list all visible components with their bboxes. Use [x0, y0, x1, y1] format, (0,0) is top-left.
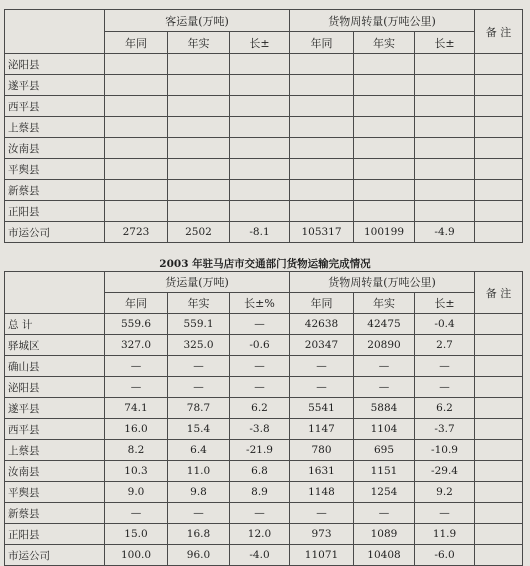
row-label: 驿城区 [5, 335, 105, 356]
table-cell [105, 138, 168, 159]
table-cell: 9.0 [105, 482, 168, 503]
table-cell [230, 159, 290, 180]
table-cell: 559.1 [168, 314, 230, 335]
table-cell [354, 117, 415, 138]
table-cell: 780 [290, 440, 354, 461]
table-row [5, 159, 523, 180]
table-cell: 1147 [290, 419, 354, 440]
remark-cell [475, 96, 523, 117]
remark-cell [475, 314, 523, 335]
table-cell [230, 201, 290, 222]
table-cell: 1148 [290, 482, 354, 503]
row-label: 新蔡县 [5, 503, 105, 524]
remark-cell [475, 419, 523, 440]
table-cell: 11.0 [168, 461, 230, 482]
table-title: 2003 年驻马店市交通部门货物运输完成情况 [159, 258, 371, 270]
table-cell: — [290, 356, 354, 377]
table-row [5, 545, 523, 566]
table-cell [290, 159, 354, 180]
table-cell: — [105, 377, 168, 398]
table-cell: 16.0 [105, 419, 168, 440]
table-cell [168, 201, 230, 222]
remark-cell [475, 54, 523, 75]
row-label: 正阳县 [5, 201, 105, 222]
corner-cell [5, 10, 105, 54]
table-body [5, 54, 523, 243]
table-cell: — [415, 503, 475, 524]
table-row [5, 440, 523, 461]
table-cell: 12.0 [230, 524, 290, 545]
table-cell: — [168, 356, 230, 377]
table-cell [230, 75, 290, 96]
table-cell: 327.0 [105, 335, 168, 356]
table-cell: 10.3 [105, 461, 168, 482]
table-row [5, 398, 523, 419]
remark-header: 备 注 [475, 272, 523, 314]
table-cell [290, 75, 354, 96]
table-cell: — [354, 503, 415, 524]
remark-cell [475, 545, 523, 566]
table-cell: 11071 [290, 545, 354, 566]
table-cell: 1151 [354, 461, 415, 482]
table-cell: — [168, 503, 230, 524]
table-cell: 9.2 [415, 482, 475, 503]
table-cell: 100199 [354, 222, 415, 243]
table-cell [105, 159, 168, 180]
table-cell [290, 117, 354, 138]
table-cell: 2723 [105, 222, 168, 243]
table-cell: 1631 [290, 461, 354, 482]
table-cell: 9.8 [168, 482, 230, 503]
remark-cell [475, 222, 523, 243]
remark-cell [475, 180, 523, 201]
table-row [5, 201, 523, 222]
table-cell: -3.8 [230, 419, 290, 440]
sub-header: 年同 [105, 32, 168, 54]
table-cell: 559.6 [105, 314, 168, 335]
table-cell: — [354, 356, 415, 377]
table-row [5, 222, 523, 243]
table-cell: 5884 [354, 398, 415, 419]
table-row [5, 314, 523, 335]
table-cell: — [415, 356, 475, 377]
sub-header: 长± [415, 293, 475, 314]
remark-cell [475, 117, 523, 138]
table-cell: -4.0 [230, 545, 290, 566]
table-cell: 20347 [290, 335, 354, 356]
row-label: 汝南县 [5, 138, 105, 159]
row-label: 汝南县 [5, 461, 105, 482]
remark-cell [475, 75, 523, 96]
table-cell: 8.2 [105, 440, 168, 461]
table-cell [415, 54, 475, 75]
remark-cell [475, 398, 523, 419]
table-cell: -8.1 [230, 222, 290, 243]
table-cell: -10.9 [415, 440, 475, 461]
table-cell: 1104 [354, 419, 415, 440]
table-cell [354, 138, 415, 159]
table-cell: -3.7 [415, 419, 475, 440]
table-cell [230, 138, 290, 159]
table-cell: 6.2 [230, 398, 290, 419]
sub-header: 年实 [168, 32, 230, 54]
table-cell: 10408 [354, 545, 415, 566]
sub-header: 年同 [290, 32, 354, 54]
table-cell [290, 96, 354, 117]
sub-header: 年同 [290, 293, 354, 314]
table-cell: — [105, 356, 168, 377]
table-cell [415, 159, 475, 180]
table-cell [105, 54, 168, 75]
table-row [5, 461, 523, 482]
table-row [5, 335, 523, 356]
corner-cell [5, 272, 105, 314]
table-row [5, 96, 523, 117]
table-cell: 74.1 [105, 398, 168, 419]
table-cell: — [168, 377, 230, 398]
row-label: 泌阳县 [5, 377, 105, 398]
table-row [5, 117, 523, 138]
row-label: 上蔡县 [5, 117, 105, 138]
table-cell: 96.0 [168, 545, 230, 566]
table-cell: 78.7 [168, 398, 230, 419]
table-row [5, 54, 523, 75]
row-label: 新蔡县 [5, 180, 105, 201]
table-cell: 1254 [354, 482, 415, 503]
sub-header: 年同 [105, 293, 168, 314]
table-cell: — [354, 377, 415, 398]
table-cell: 11.9 [415, 524, 475, 545]
table-cell: -0.6 [230, 335, 290, 356]
table-cell [415, 96, 475, 117]
table-cell: 15.0 [105, 524, 168, 545]
table-cell [354, 159, 415, 180]
table-cell [354, 180, 415, 201]
table-cell: -21.9 [230, 440, 290, 461]
remark-cell [475, 461, 523, 482]
table-cell [230, 117, 290, 138]
row-label: 西平县 [5, 96, 105, 117]
table-cell [415, 201, 475, 222]
remark-cell [475, 377, 523, 398]
row-label: 市运公司 [5, 545, 105, 566]
table-cell: 100.0 [105, 545, 168, 566]
table-cell [105, 96, 168, 117]
table-cell [168, 180, 230, 201]
table-cell [290, 201, 354, 222]
sub-header: 长± [230, 32, 290, 54]
table-cell [290, 180, 354, 201]
group-header-row [5, 272, 523, 293]
group-header-passenger: 客运量(万吨) [105, 10, 290, 32]
row-label: 遂平县 [5, 398, 105, 419]
table-cell [354, 201, 415, 222]
table-cell: 325.0 [168, 335, 230, 356]
sub-header: 长±% [230, 293, 290, 314]
group-header-freight: 货运量(万吨) [105, 272, 290, 293]
table-cell: 105317 [290, 222, 354, 243]
remark-cell [475, 335, 523, 356]
table-row [5, 138, 523, 159]
row-label: 平舆县 [5, 159, 105, 180]
table-row [5, 503, 523, 524]
table-cell: 6.2 [415, 398, 475, 419]
table-cell: 5541 [290, 398, 354, 419]
table-cell: 973 [290, 524, 354, 545]
table-cell [415, 138, 475, 159]
row-label: 确山县 [5, 356, 105, 377]
remark-cell [475, 440, 523, 461]
table-cell: 2502 [168, 222, 230, 243]
remark-cell [475, 356, 523, 377]
group-header-turnover: 货物周转量(万吨公里) [290, 10, 475, 32]
remark-cell [475, 524, 523, 545]
table-row [5, 180, 523, 201]
table-cell [415, 75, 475, 96]
table-row [5, 482, 523, 503]
table-cell [168, 96, 230, 117]
table-cell [168, 54, 230, 75]
remark-cell [475, 159, 523, 180]
table-cell: 6.8 [230, 461, 290, 482]
group-header-row [5, 10, 523, 32]
row-label: 西平县 [5, 419, 105, 440]
table-cell [168, 159, 230, 180]
table-cell [230, 54, 290, 75]
table-cell [168, 75, 230, 96]
row-label: 正阳县 [5, 524, 105, 545]
table-cell: — [230, 503, 290, 524]
table-cell: 8.9 [230, 482, 290, 503]
table-cell: — [290, 503, 354, 524]
table-cell: -6.0 [415, 545, 475, 566]
table-row [5, 75, 523, 96]
row-label: 市运公司 [5, 222, 105, 243]
table-cell [415, 117, 475, 138]
table-cell [415, 180, 475, 201]
table-cell: 695 [354, 440, 415, 461]
table-cell [105, 117, 168, 138]
remark-cell [475, 201, 523, 222]
table-body [5, 314, 523, 566]
table-cell [105, 75, 168, 96]
row-label: 平舆县 [5, 482, 105, 503]
table-cell [105, 201, 168, 222]
table-cell [105, 180, 168, 201]
table-cell [290, 138, 354, 159]
remark-cell [475, 482, 523, 503]
table-cell [354, 75, 415, 96]
table-cell: 20890 [354, 335, 415, 356]
freight-table-2003 [4, 271, 523, 566]
table-cell: 16.8 [168, 524, 230, 545]
row-label: 总 计 [5, 314, 105, 335]
table-cell: — [230, 377, 290, 398]
table-cell: 2.7 [415, 335, 475, 356]
table-cell: — [230, 356, 290, 377]
table-cell [230, 180, 290, 201]
remark-cell [475, 503, 523, 524]
table-cell: — [105, 503, 168, 524]
sub-header: 年实 [354, 32, 415, 54]
row-label: 泌阳县 [5, 54, 105, 75]
table-cell: -4.9 [415, 222, 475, 243]
sub-header: 年实 [168, 293, 230, 314]
table-row [5, 377, 523, 398]
passenger-freight-table-upper [4, 9, 523, 243]
table-cell [354, 96, 415, 117]
table-cell: 6.4 [168, 440, 230, 461]
table-cell: 42638 [290, 314, 354, 335]
table-cell: -29.4 [415, 461, 475, 482]
table-cell: 42475 [354, 314, 415, 335]
table-cell: — [230, 314, 290, 335]
table-cell: -0.4 [415, 314, 475, 335]
remark-header: 备 注 [475, 10, 523, 54]
row-label: 上蔡县 [5, 440, 105, 461]
remark-cell [475, 138, 523, 159]
table-cell [168, 138, 230, 159]
table-row [5, 356, 523, 377]
table-cell [230, 96, 290, 117]
table-cell: 15.4 [168, 419, 230, 440]
table-cell [290, 54, 354, 75]
sub-header: 年实 [354, 293, 415, 314]
table-cell: — [415, 377, 475, 398]
table-row [5, 524, 523, 545]
table-cell [354, 54, 415, 75]
row-label: 遂平县 [5, 75, 105, 96]
sub-header: 长± [415, 32, 475, 54]
table-cell [168, 117, 230, 138]
table-cell: 1089 [354, 524, 415, 545]
group-header-turnover: 货物周转量(万吨公里) [290, 272, 475, 293]
table-row [5, 419, 523, 440]
table-cell: — [290, 377, 354, 398]
